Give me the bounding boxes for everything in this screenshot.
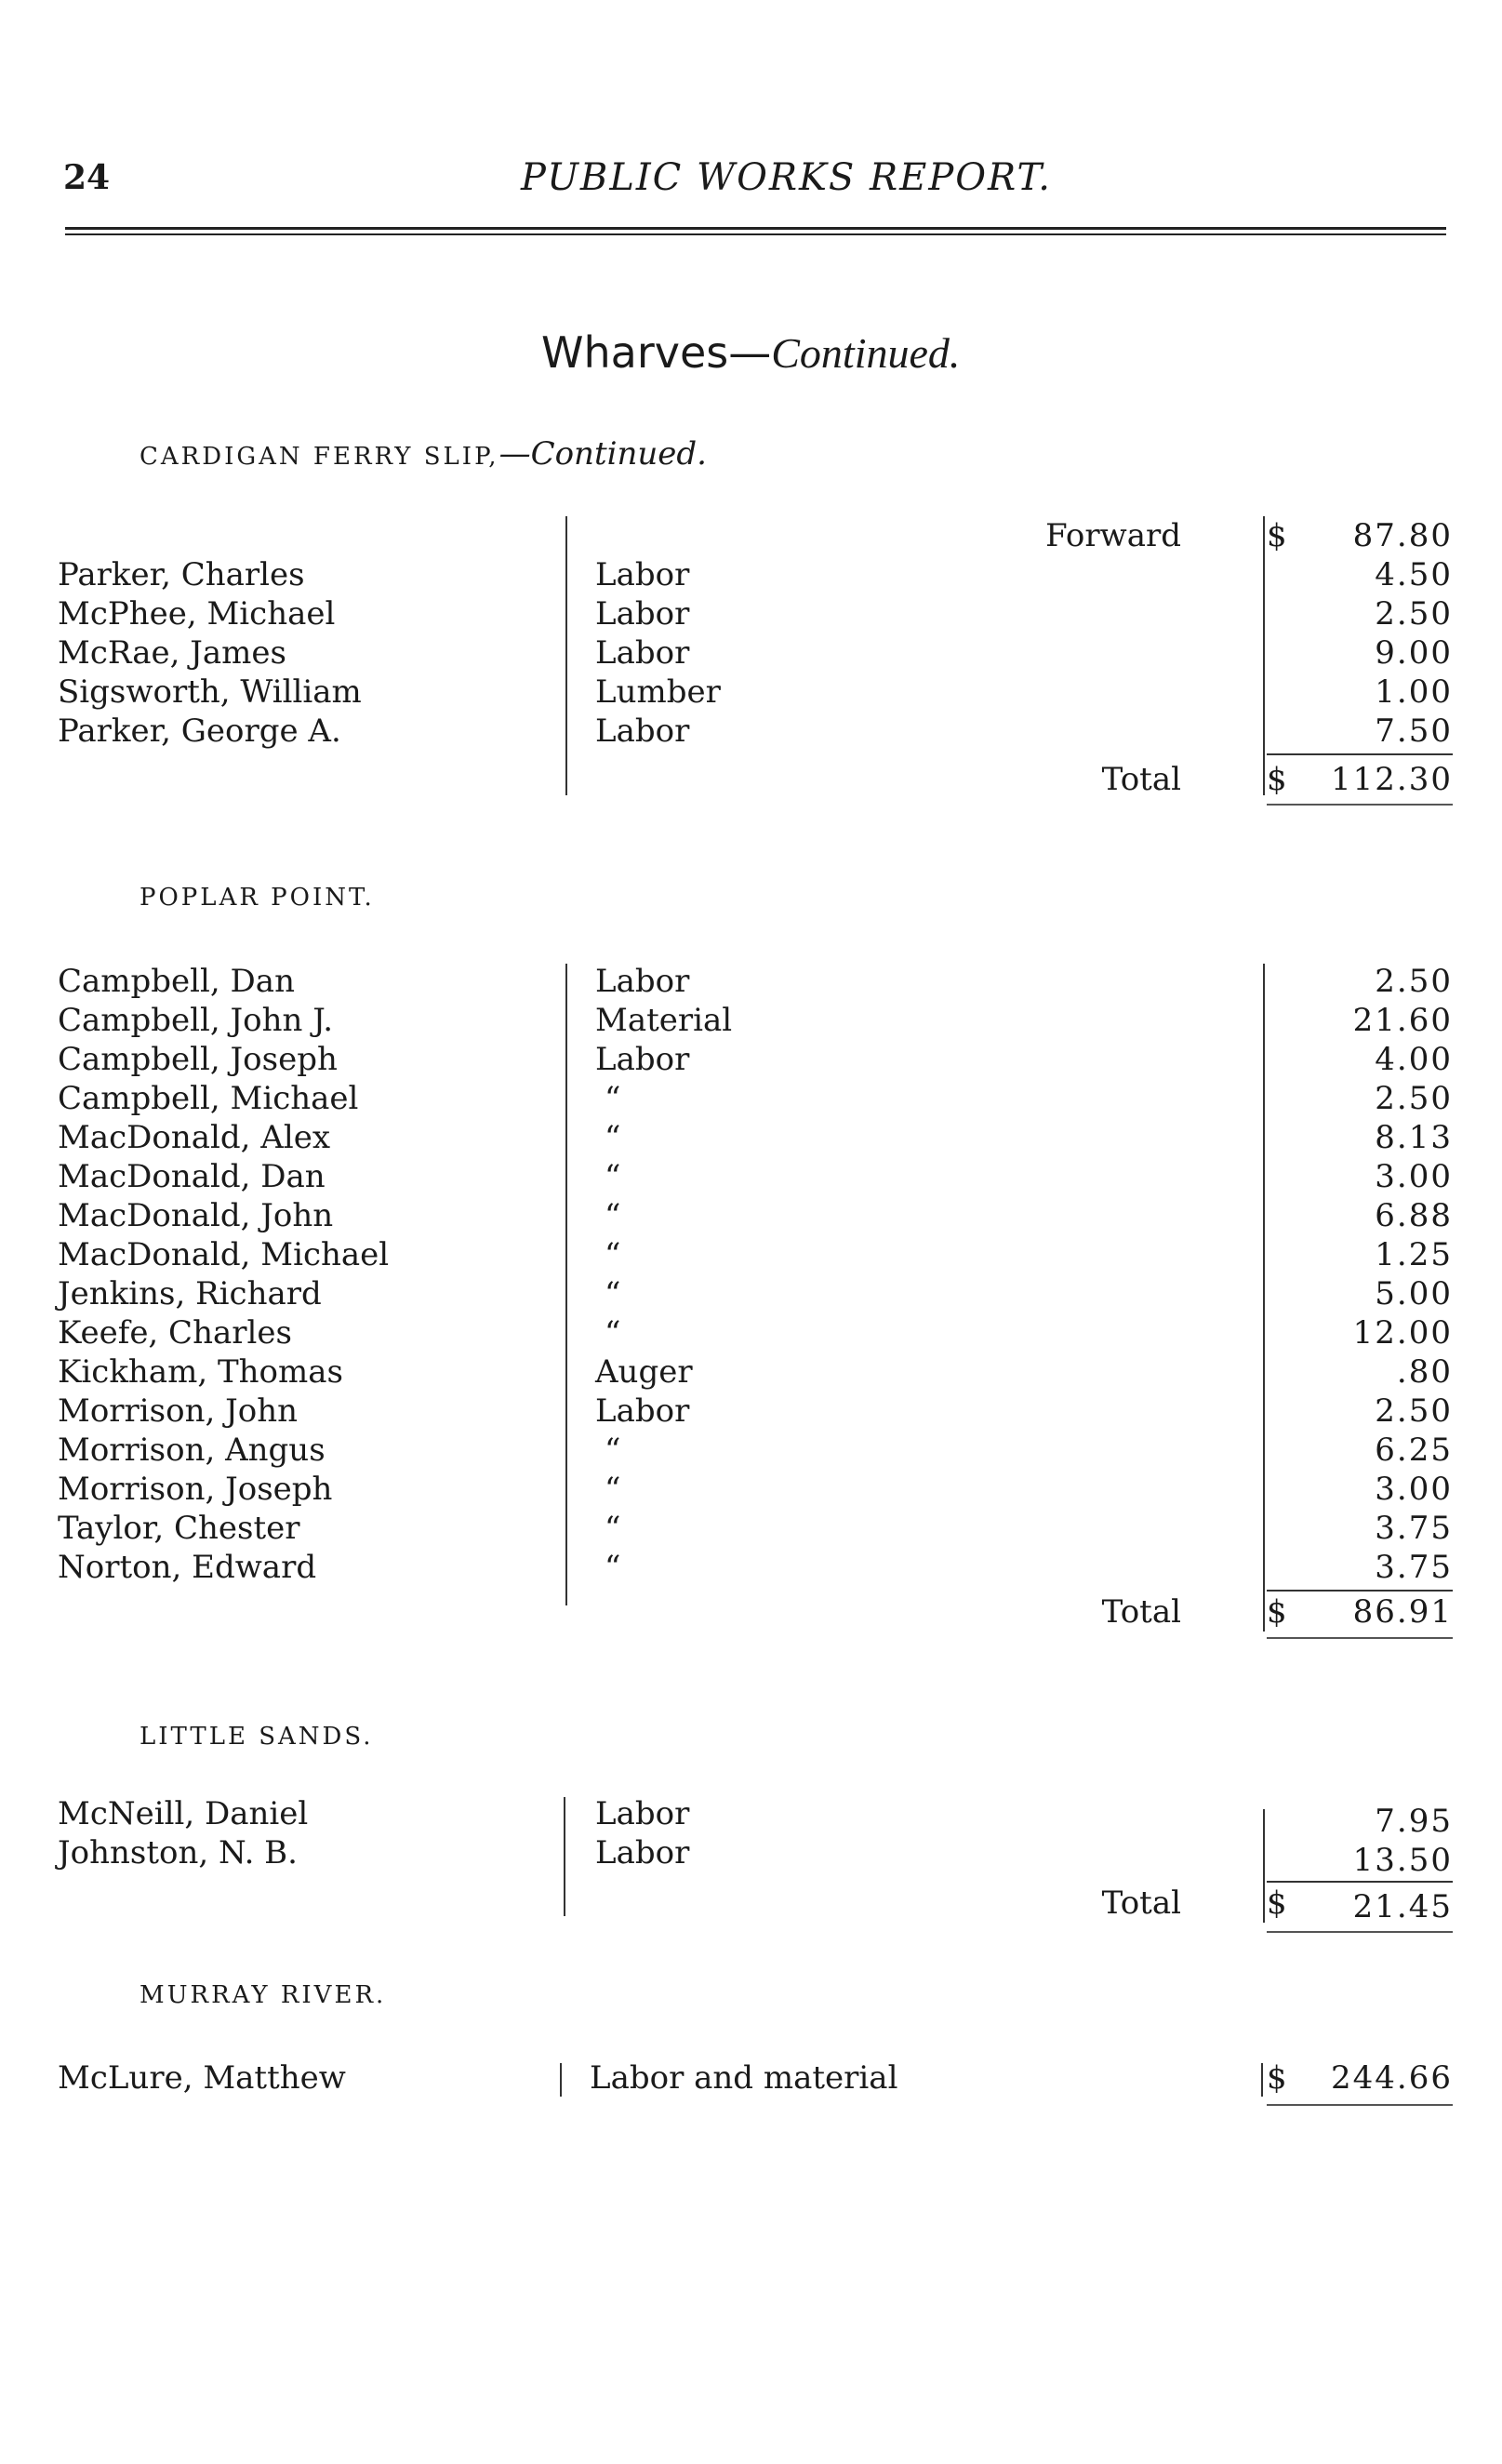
table-row [0, 594, 1502, 633]
table-row [0, 673, 1502, 712]
amount: 9.00 [1375, 634, 1453, 672]
section-heading-text: CARDIGAN FERRY SLIP, [140, 443, 499, 471]
total-rule [1267, 1637, 1453, 1639]
table-row [0, 1196, 1502, 1235]
payee-name: Jenkins, Richard [58, 1275, 322, 1312]
total-rule [1267, 804, 1453, 806]
section-heading-continued: —Continued. [498, 435, 707, 473]
total-amount: 112.30 [1331, 761, 1453, 798]
heading-continued: Continued. [771, 329, 961, 377]
forward-row [0, 516, 1502, 555]
table-row [0, 555, 1502, 594]
amount: 244.66 [1331, 2059, 1453, 2097]
total-rule [1267, 1931, 1453, 1933]
item-desc: Labor [595, 595, 690, 633]
payee-name: Keefe, Charles [58, 1314, 292, 1352]
column-divider [565, 964, 567, 1605]
amount: 13.50 [1352, 1842, 1453, 1879]
dollar-sign: $ [1267, 761, 1287, 798]
table-row [0, 1352, 1502, 1392]
payee-name: Parker, Charles [58, 556, 305, 593]
forward-label: Forward [1045, 517, 1181, 554]
amount: 4.50 [1375, 556, 1453, 593]
amount: 1.25 [1375, 1236, 1453, 1273]
amount: 12.00 [1352, 1314, 1453, 1352]
amount: 7.50 [1375, 713, 1453, 750]
table-row [0, 1157, 1502, 1196]
total-row [0, 1592, 1502, 1632]
table-row [0, 1118, 1502, 1157]
dollar-sign: $ [1267, 2059, 1287, 2097]
item-desc: Material [595, 1002, 733, 1039]
payee-name: Norton, Edward [58, 1549, 317, 1586]
payee-name: McPhee, Michael [58, 595, 336, 633]
table-row [0, 1313, 1502, 1352]
table-row [0, 1235, 1502, 1274]
total-amount: 86.91 [1352, 1593, 1453, 1631]
item-desc: Lumber [595, 673, 721, 711]
amount: 4.00 [1375, 1041, 1453, 1078]
payee-name: Campbell, John J. [58, 1002, 334, 1039]
total-label: Total [1101, 1885, 1181, 1922]
table-row [0, 1509, 1502, 1548]
subtotal-rule [1267, 753, 1453, 755]
header-rule-bottom [65, 233, 1446, 235]
table-row [0, 1392, 1502, 1431]
amount: 3.75 [1375, 1549, 1453, 1586]
ditto-mark: “ [605, 1080, 621, 1117]
ditto-mark: “ [605, 1158, 621, 1195]
payee-name: McRae, James [58, 634, 286, 672]
table-row [0, 1274, 1502, 1313]
table-row [0, 1470, 1502, 1509]
item-desc: Labor [595, 1392, 690, 1430]
total-amount: 21.45 [1352, 1888, 1453, 1925]
amount: 1.00 [1375, 673, 1453, 711]
ditto-mark: “ [605, 1119, 621, 1156]
dollar-sign: $ [1267, 1593, 1287, 1631]
page-heading [541, 327, 960, 378]
dollar-sign: $ [1267, 1885, 1287, 1922]
heading-dash: — [728, 327, 772, 378]
ditto-mark: “ [605, 1549, 621, 1586]
amount: 3.75 [1375, 1510, 1453, 1547]
payee-name: MacDonald, Michael [58, 1236, 390, 1273]
amount: 3.00 [1375, 1158, 1453, 1195]
forward-amount: 87.80 [1352, 517, 1453, 554]
payee-name: Campbell, Michael [58, 1080, 359, 1117]
ditto-mark: “ [605, 1314, 621, 1352]
payee-name: Campbell, Dan [58, 963, 295, 1000]
payee-name: MacDonald, John [58, 1197, 334, 1234]
payee-name: Kickham, Thomas [58, 1353, 343, 1391]
table-row [0, 1079, 1502, 1118]
payee-name: Morrison, John [58, 1392, 298, 1430]
amount: 7.95 [1375, 1803, 1453, 1840]
item-desc: Labor and material [590, 2059, 898, 2097]
total-rule [1267, 2104, 1453, 2106]
table-row [0, 1794, 1502, 1840]
ditto-mark: “ [605, 1432, 621, 1469]
total-row [0, 1884, 1502, 1923]
section-heading-poplar-point: POPLAR POINT. [140, 884, 375, 912]
column-divider [1263, 964, 1265, 1632]
amount: 5.00 [1375, 1275, 1453, 1312]
column-divider [565, 516, 567, 795]
amount: 2.50 [1375, 595, 1453, 633]
table-row [0, 1040, 1502, 1079]
table-row [0, 1548, 1502, 1587]
amount: 3.00 [1375, 1471, 1453, 1508]
column-divider [1263, 516, 1265, 795]
table-row [0, 1001, 1502, 1040]
item-desc: Labor [595, 1795, 690, 1832]
heading-main: Wharves [541, 327, 729, 378]
dollar-sign: $ [1267, 517, 1287, 554]
payee-name: Sigsworth, William [58, 673, 362, 711]
total-label: Total [1101, 761, 1181, 798]
section-heading-little-sands: LITTLE SANDS. [140, 1723, 374, 1751]
payee-name: MacDonald, Alex [58, 1119, 331, 1156]
item-desc: Labor [595, 713, 690, 750]
amount: 6.88 [1375, 1197, 1453, 1234]
payee-name: Campbell, Joseph [58, 1041, 338, 1078]
table-row [0, 633, 1502, 673]
total-row [0, 760, 1502, 799]
total-label: Total [1101, 1593, 1181, 1631]
ditto-mark: “ [605, 1275, 621, 1312]
payee-name: McNeill, Daniel [58, 1795, 309, 1832]
amount: 2.50 [1375, 963, 1453, 1000]
table-row [0, 1431, 1502, 1470]
payee-name: Morrison, Joseph [58, 1471, 333, 1508]
amount: 2.50 [1375, 1080, 1453, 1117]
item-desc: Auger [595, 1353, 693, 1391]
ditto-mark: “ [605, 1510, 621, 1547]
table-row [0, 2058, 1502, 2098]
payee-name: McLure, Matthew [58, 2059, 346, 2097]
payee-name: Parker, George A. [58, 713, 341, 750]
ditto-mark: “ [605, 1197, 621, 1234]
item-desc: Labor [595, 556, 690, 593]
running-title: PUBLIC WORKS REPORT. [521, 156, 1052, 199]
amount: 21.60 [1352, 1002, 1453, 1039]
subtotal-rule [1267, 1881, 1453, 1883]
table-row [0, 1833, 1502, 1879]
ditto-mark: “ [605, 1471, 621, 1508]
payee-name: Johnston, N. B. [58, 1834, 298, 1871]
table-row [0, 962, 1502, 1001]
amount: .80 [1396, 1353, 1453, 1391]
amount: 2.50 [1375, 1392, 1453, 1430]
payee-name: Morrison, Angus [58, 1432, 326, 1469]
page-number: 24 [63, 158, 111, 197]
column-divider [560, 2063, 562, 2097]
amount: 6.25 [1375, 1432, 1453, 1469]
item-desc: Labor [595, 1041, 690, 1078]
section-heading-cardigan [140, 435, 707, 473]
payee-name: Taylor, Chester [58, 1510, 300, 1547]
amount: 8.13 [1375, 1119, 1453, 1156]
subtotal-rule [1267, 1590, 1453, 1592]
table-row [0, 712, 1502, 751]
column-divider [1263, 1809, 1265, 1923]
column-divider [564, 1797, 565, 1916]
item-desc: Labor [595, 963, 690, 1000]
ditto-mark: “ [605, 1236, 621, 1273]
payee-name: MacDonald, Dan [58, 1158, 326, 1195]
item-desc: Labor [595, 1834, 690, 1871]
section-heading-murray-river: MURRAY RIVER. [140, 1981, 387, 2009]
column-divider [1261, 2063, 1263, 2097]
item-desc: Labor [595, 634, 690, 672]
header-rule-top [65, 227, 1446, 230]
